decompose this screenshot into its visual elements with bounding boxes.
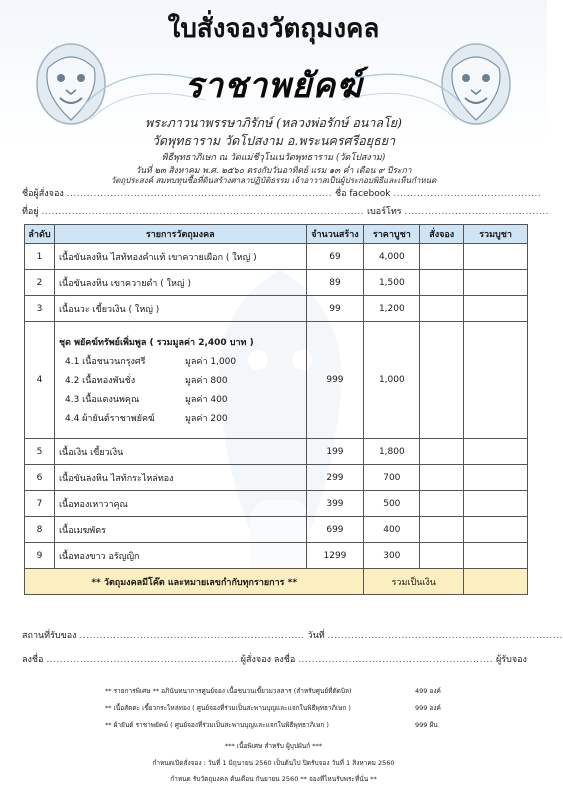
signature-row — [22, 652, 532, 666]
phone-field[interactable]: ........................................... — [404, 207, 550, 217]
note-text: ** ผ้ายันต์ ราชาพยัคฆ์ ( ศูนย์จองที่ร่วมเป็นสะพานบุญและแจกในพิธีพุทธาภิเษก ) — [105, 721, 329, 729]
form-title: ใบสั่งจองวัตถุมงคล — [167, 14, 380, 44]
sign-label-orderer: ลงชื่อ — [22, 655, 44, 665]
header-qty: จำนวนสร้าง — [306, 225, 364, 244]
row-qty: 1299 — [306, 543, 364, 569]
receiver-label: ผู้รับจอง — [496, 655, 527, 665]
header-order: สั่งจอง — [420, 225, 464, 244]
row-price: 1,200 — [364, 296, 420, 322]
sub-item-value: มูลค่า 400 — [184, 395, 228, 405]
note-price: 999 องค์ — [415, 704, 441, 712]
row-total-cell[interactable] — [464, 465, 528, 491]
set-sub-item — [65, 411, 302, 425]
row-no: 7 — [25, 491, 55, 517]
row-total-cell[interactable] — [464, 543, 528, 569]
purpose-line: วัตถุประสงค์ สมทบทุนซื้อที่ดินสร้างศาลาปฏิบัติธรรม เจ้าอาวาสเป็นผู้ประกอบพิธีและเห็นกำหนด — [110, 176, 437, 185]
row-total-cell[interactable] — [464, 322, 528, 439]
temple-name: วัดพุทธาราม วัดโปสงาม อ.พระนครศรีอยุธยา — [151, 133, 396, 148]
set-sub-item — [65, 354, 302, 368]
set-sub-item — [65, 392, 302, 406]
row-price: 4,000 — [364, 244, 420, 270]
note-price: 999 ผืน — [415, 721, 438, 729]
sub-item-name: 4.3 เนื้อแดงนพคุณ — [64, 395, 140, 405]
row-total-cell[interactable] — [464, 439, 528, 465]
date-field[interactable]: ...................................................................... — [327, 631, 563, 641]
row-qty: 699 — [306, 517, 364, 543]
grand-total-cell[interactable] — [464, 569, 528, 595]
pickup-row — [22, 628, 563, 642]
row-qty: 89 — [306, 270, 364, 296]
row-item: เนื้อขันลงหิน ไสท้ทองคำแท้ เขาควายเผือก ( ใหญ่ ) — [54, 244, 306, 270]
row-total-cell[interactable] — [464, 517, 528, 543]
row-qty: 299 — [306, 465, 364, 491]
address-field[interactable]: ................................................................................................ — [41, 207, 365, 217]
header-item: รายการวัตถุมงคล — [54, 225, 306, 244]
sub-item-value: มูลค่า 800 — [184, 376, 228, 386]
date-label: วันที่ — [307, 631, 325, 641]
row-qty: 69 — [306, 244, 364, 270]
facebook-label: ชื่อ facebook — [335, 189, 391, 199]
note-text: ** รายการพิเศษ ** อภินันทนาการศูนย์จอง เนื้อชนวนเขี้ยวมวลสาร (สำหรับศูนย์ที่ตัดบิล) — [105, 687, 352, 695]
ceremony-line: พิธีพุทธาภิเษก ณ วัดแม่ชีวุโนเนวัดพุทธาราม (วัดโปสงาม) — [161, 153, 386, 163]
row-qty: 999 — [306, 322, 364, 439]
row-price: 1,000 — [364, 322, 420, 439]
address-row — [22, 204, 550, 218]
phone-label: เบอร์โทร — [367, 207, 402, 217]
row-price: 1,500 — [364, 270, 420, 296]
table-row — [25, 517, 528, 543]
special-item-note: *** เนื้อพิเศษ สำหรับ ผู้บุปผันก์ *** — [224, 742, 323, 750]
note-price: 499 องค์ — [415, 687, 441, 695]
row-order-cell[interactable] — [420, 244, 464, 270]
row-order-cell[interactable] — [420, 517, 464, 543]
orderer-row — [22, 186, 542, 200]
orderer-label: ผู้สั่งจอง — [240, 655, 271, 665]
row-item: เนื้อเงิน เขี้ยวเงิน — [54, 439, 306, 465]
row-total-cell[interactable] — [464, 270, 528, 296]
sub-item-name: 4.2 เนื้อทองพันชั่ง — [64, 376, 136, 386]
date-line: วันที่ ๒๓ สิงหาคม พ.ศ. ๒๕๖๐ ตรงกับวันอาทิตย์ แรม ๑๓ ค่ำ เดือน ๙ ปีระกา — [135, 166, 412, 176]
receiver-signature-field[interactable]: .......................................................... — [298, 655, 494, 665]
table-row-set — [25, 322, 528, 439]
table-header-row — [25, 225, 528, 244]
table-row — [25, 296, 528, 322]
row-no: 3 — [25, 296, 55, 322]
row-no: 8 — [25, 517, 55, 543]
orderer-name-field[interactable]: ............................................................................... — [66, 189, 333, 199]
orderer-signature-field[interactable]: ......................................................... — [46, 655, 238, 665]
table-footer-row — [25, 569, 528, 595]
table-row — [25, 244, 528, 270]
row-total-cell[interactable] — [464, 491, 528, 517]
order-table — [24, 224, 528, 595]
set-title: ชุด พยัคฆ์ทรัพย์เพิ่มพูล ( รวมมูลค่า 2,400 บาท ) — [58, 338, 254, 348]
row-order-cell[interactable] — [420, 270, 464, 296]
row-item: เนื้อขันลงหิน เขาควายดำ ( ใหญ่ ) — [54, 270, 306, 296]
sub-item-value: มูลค่า 200 — [184, 414, 228, 424]
address-label: ที่อยู่ — [22, 207, 39, 217]
row-order-cell[interactable] — [420, 322, 464, 439]
sub-item-value: มูลค่า 1,000 — [184, 357, 237, 367]
table-row — [25, 439, 528, 465]
row-item-set — [54, 322, 306, 439]
row-price: 1,800 — [364, 439, 420, 465]
row-no: 4 — [25, 322, 55, 439]
row-no: 1 — [25, 244, 55, 270]
header-total: รวมบูชา — [464, 225, 528, 244]
row-qty: 99 — [306, 296, 364, 322]
sub-item-name: 4.1 เนื้อชนวนกรุงศรี — [64, 357, 146, 367]
monk-name: พระภาวนาพรรษาภิรักษ์ (หลวงพ่อรักษ์ อนาลโย) — [145, 115, 402, 130]
sub-item-name: 4.4 ผ้ายันต์ราชาพยัคฆ์ — [64, 414, 155, 424]
receive-date-note: กำหนด รับวัตถุมงคล ต้นเดือน กันยายน 2560 ** จองที่ไหนรับพระที่นั่น ** — [170, 775, 377, 783]
footer-note: ** วัตถุมงคลมีโค๊ต และหมายเลขกำกับทุกรายการ ** — [25, 569, 364, 595]
orderer-name-label: ชื่อผู้สั่งจอง — [22, 189, 64, 199]
row-no: 9 — [25, 543, 55, 569]
table-row — [25, 270, 528, 296]
row-order-cell[interactable] — [420, 543, 464, 569]
row-order-cell[interactable] — [420, 491, 464, 517]
row-price: 400 — [364, 517, 420, 543]
row-price: 500 — [364, 491, 420, 517]
row-total-cell[interactable] — [464, 244, 528, 270]
row-item: เนื้อทองเหาวาคุณ — [54, 491, 306, 517]
row-item: เนื้อเมฆพัตร — [54, 517, 306, 543]
row-order-cell[interactable] — [420, 439, 464, 465]
row-qty: 399 — [306, 491, 364, 517]
row-no: 5 — [25, 439, 55, 465]
set-sub-item — [65, 373, 302, 387]
header-price: ราคาบูชา — [364, 225, 420, 244]
amulet-name: ราชาพยัคฆ์ — [184, 66, 363, 106]
note-text: ** เนื้อสัตตะ เขี้ยวกระไหล่ทอง ( ศูนย์จองที่ร่วมเป็นสะพานบุญและแจกในพิธีพุทธาภิเษก ) — [105, 704, 351, 712]
table-row — [25, 491, 528, 517]
sign-label-receiver: ลงชื่อ — [273, 655, 296, 665]
pickup-field[interactable]: ................................................................... — [79, 631, 305, 641]
row-order-cell[interactable] — [420, 296, 464, 322]
facebook-field[interactable]: ............................................ — [393, 189, 542, 199]
row-total-cell[interactable] — [464, 296, 528, 322]
row-qty: 199 — [306, 439, 364, 465]
row-no: 2 — [25, 270, 55, 296]
row-order-cell[interactable] — [420, 465, 464, 491]
row-price: 300 — [364, 543, 420, 569]
open-date-note: กำหนดเปิดสั่งจอง : วันที่ 1 มิถุนายน 2560 เป็นต้นไป ปิดรับจอง วันที่ 1 สิงหาคม 2560 — [152, 759, 395, 767]
pickup-label: สถานที่รับของ — [22, 631, 77, 641]
row-no: 6 — [25, 465, 55, 491]
row-item: เนื้อทองขาว อรัญญิก — [54, 543, 306, 569]
row-item: เนื้อนวะ เขี้ยวเงิน ( ใหญ่ ) — [54, 296, 306, 322]
total-label: รวมเป็นเงิน — [364, 569, 464, 595]
row-price: 700 — [364, 465, 420, 491]
table-row — [25, 465, 528, 491]
table-row — [25, 543, 528, 569]
row-item: เนื้อขันลงหิน ไสท้กระไหล่ทอง — [54, 465, 306, 491]
header-no: ลำดับ — [25, 225, 55, 244]
